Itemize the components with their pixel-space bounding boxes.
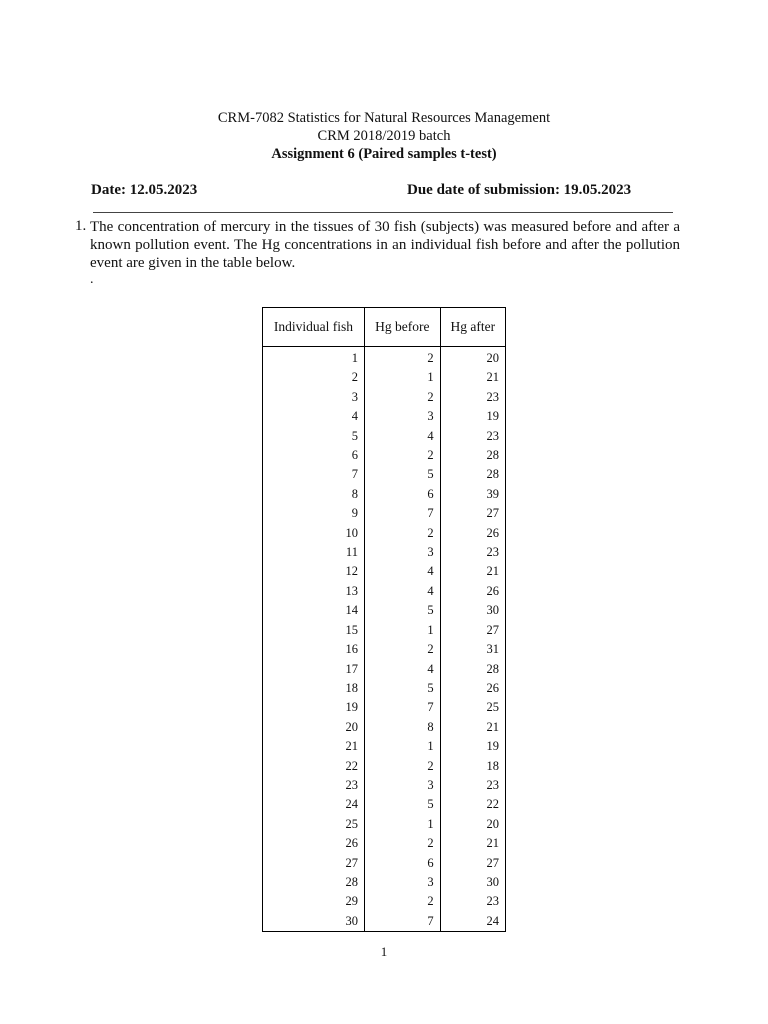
table-row [263, 504, 506, 523]
table-row [263, 368, 506, 387]
cell-hg-after: 27 [440, 621, 505, 640]
cell-fish-id: 23 [263, 776, 365, 795]
cell-fish-id: 16 [263, 640, 365, 659]
col-header-hg-before: Hg before [364, 308, 440, 347]
cell-hg-after: 21 [440, 562, 505, 581]
cell-hg-after: 28 [440, 446, 505, 465]
cell-hg-before: 1 [364, 815, 440, 834]
page-number: 1 [380, 944, 388, 959]
cell-hg-after: 23 [440, 543, 505, 562]
table-row [263, 543, 506, 562]
trailing-dot: . [90, 272, 94, 287]
cell-hg-before: 2 [364, 524, 440, 543]
cell-hg-before: 2 [364, 347, 440, 369]
cell-hg-before: 3 [364, 407, 440, 426]
cell-hg-after: 39 [440, 485, 505, 504]
table-row [263, 347, 506, 369]
table-row [263, 873, 506, 892]
cell-hg-after: 23 [440, 892, 505, 911]
cell-fish-id: 14 [263, 601, 365, 620]
table-row [263, 912, 506, 932]
cell-fish-id: 9 [263, 504, 365, 523]
cell-hg-after: 19 [440, 737, 505, 756]
table-row [263, 562, 506, 581]
table-row [263, 776, 506, 795]
cell-fish-id: 21 [263, 737, 365, 756]
cell-hg-after: 31 [440, 640, 505, 659]
question-text: The concentration of mercury in the tissues of 30 fish (subjects) was measured before and after a known pollution event. The Hg concentrations in an individual fish before and after the pollution event are given in the table below. [90, 219, 680, 271]
question-number: 1. [75, 218, 87, 234]
table-row [263, 388, 506, 407]
cell-hg-after: 28 [440, 660, 505, 679]
due-date: Due date of submission: 19.05.2023 [407, 182, 632, 198]
cell-fish-id: 20 [263, 718, 365, 737]
cell-fish-id: 1 [263, 347, 365, 369]
cell-hg-before: 2 [364, 388, 440, 407]
issue-date: Date: 12.05.2023 [91, 182, 198, 198]
cell-fish-id: 7 [263, 465, 365, 484]
cell-fish-id: 6 [263, 446, 365, 465]
cell-fish-id: 3 [263, 388, 365, 407]
table-row [263, 524, 506, 543]
cell-fish-id: 12 [263, 562, 365, 581]
cell-hg-after: 27 [440, 504, 505, 523]
table-row [263, 446, 506, 465]
cell-fish-id: 11 [263, 543, 365, 562]
cell-hg-before: 7 [364, 912, 440, 932]
cell-hg-before: 1 [364, 737, 440, 756]
cell-hg-before: 2 [364, 892, 440, 911]
cell-hg-before: 3 [364, 776, 440, 795]
cell-fish-id: 29 [263, 892, 365, 911]
table-row [263, 854, 506, 873]
cell-hg-before: 7 [364, 504, 440, 523]
cell-hg-after: 22 [440, 795, 505, 814]
cell-hg-after: 26 [440, 524, 505, 543]
divider [93, 212, 673, 213]
cell-hg-after: 18 [440, 757, 505, 776]
cell-fish-id: 19 [263, 698, 365, 717]
cell-hg-after: 20 [440, 347, 505, 369]
cell-hg-before: 3 [364, 873, 440, 892]
table-row [263, 427, 506, 446]
cell-hg-before: 4 [364, 660, 440, 679]
cell-hg-before: 5 [364, 465, 440, 484]
cell-hg-before: 1 [364, 621, 440, 640]
assignment-title: Assignment 6 (Paired samples t-test) [271, 146, 497, 162]
cell-fish-id: 30 [263, 912, 365, 932]
cell-fish-id: 4 [263, 407, 365, 426]
cell-hg-after: 26 [440, 582, 505, 601]
cell-hg-after: 24 [440, 912, 505, 932]
cell-fish-id: 17 [263, 660, 365, 679]
cell-hg-after: 21 [440, 834, 505, 853]
cell-fish-id: 15 [263, 621, 365, 640]
table-row [263, 815, 506, 834]
cell-fish-id: 24 [263, 795, 365, 814]
cell-hg-before: 4 [364, 427, 440, 446]
cell-hg-after: 21 [440, 368, 505, 387]
cell-hg-before: 3 [364, 543, 440, 562]
cell-hg-before: 8 [364, 718, 440, 737]
cell-hg-after: 19 [440, 407, 505, 426]
col-header-hg-after: Hg after [440, 308, 505, 347]
table-row [263, 465, 506, 484]
table-row [263, 621, 506, 640]
cell-hg-after: 26 [440, 679, 505, 698]
table-header-row [263, 308, 506, 347]
cell-hg-before: 1 [364, 368, 440, 387]
cell-hg-before: 5 [364, 601, 440, 620]
cell-fish-id: 27 [263, 854, 365, 873]
table-row [263, 679, 506, 698]
cell-hg-before: 2 [364, 757, 440, 776]
cell-fish-id: 22 [263, 757, 365, 776]
cell-hg-after: 20 [440, 815, 505, 834]
cell-fish-id: 8 [263, 485, 365, 504]
cell-hg-after: 23 [440, 388, 505, 407]
cell-fish-id: 28 [263, 873, 365, 892]
table-row [263, 660, 506, 679]
cell-fish-id: 5 [263, 427, 365, 446]
cell-hg-before: 7 [364, 698, 440, 717]
cell-hg-before: 5 [364, 679, 440, 698]
cell-hg-after: 30 [440, 601, 505, 620]
cell-hg-after: 21 [440, 718, 505, 737]
table-row [263, 485, 506, 504]
cell-hg-before: 5 [364, 795, 440, 814]
table-row [263, 834, 506, 853]
table-row [263, 698, 506, 717]
table-row [263, 601, 506, 620]
cell-hg-before: 2 [364, 446, 440, 465]
cell-hg-before: 6 [364, 485, 440, 504]
cell-hg-before: 6 [364, 854, 440, 873]
batch-line: CRM 2018/2019 batch [317, 128, 451, 144]
col-header-individual-fish: Individual fish [263, 308, 365, 347]
cell-fish-id: 10 [263, 524, 365, 543]
cell-hg-before: 4 [364, 562, 440, 581]
cell-hg-before: 2 [364, 640, 440, 659]
cell-fish-id: 25 [263, 815, 365, 834]
cell-fish-id: 26 [263, 834, 365, 853]
cell-hg-after: 23 [440, 776, 505, 795]
cell-fish-id: 2 [263, 368, 365, 387]
table-row [263, 757, 506, 776]
cell-hg-after: 23 [440, 427, 505, 446]
cell-hg-after: 28 [440, 465, 505, 484]
cell-hg-after: 27 [440, 854, 505, 873]
cell-hg-before: 4 [364, 582, 440, 601]
cell-fish-id: 18 [263, 679, 365, 698]
table-row [263, 718, 506, 737]
table-row [263, 407, 506, 426]
table-body [263, 347, 506, 932]
table-row [263, 892, 506, 911]
table-row [263, 640, 506, 659]
cell-fish-id: 13 [263, 582, 365, 601]
cell-hg-after: 30 [440, 873, 505, 892]
hg-data-table [262, 307, 506, 932]
cell-hg-after: 25 [440, 698, 505, 717]
cell-hg-before: 2 [364, 834, 440, 853]
table-row [263, 795, 506, 814]
course-title: CRM-7082 Statistics for Natural Resources Management [217, 110, 551, 126]
table-row [263, 737, 506, 756]
table-row [263, 582, 506, 601]
